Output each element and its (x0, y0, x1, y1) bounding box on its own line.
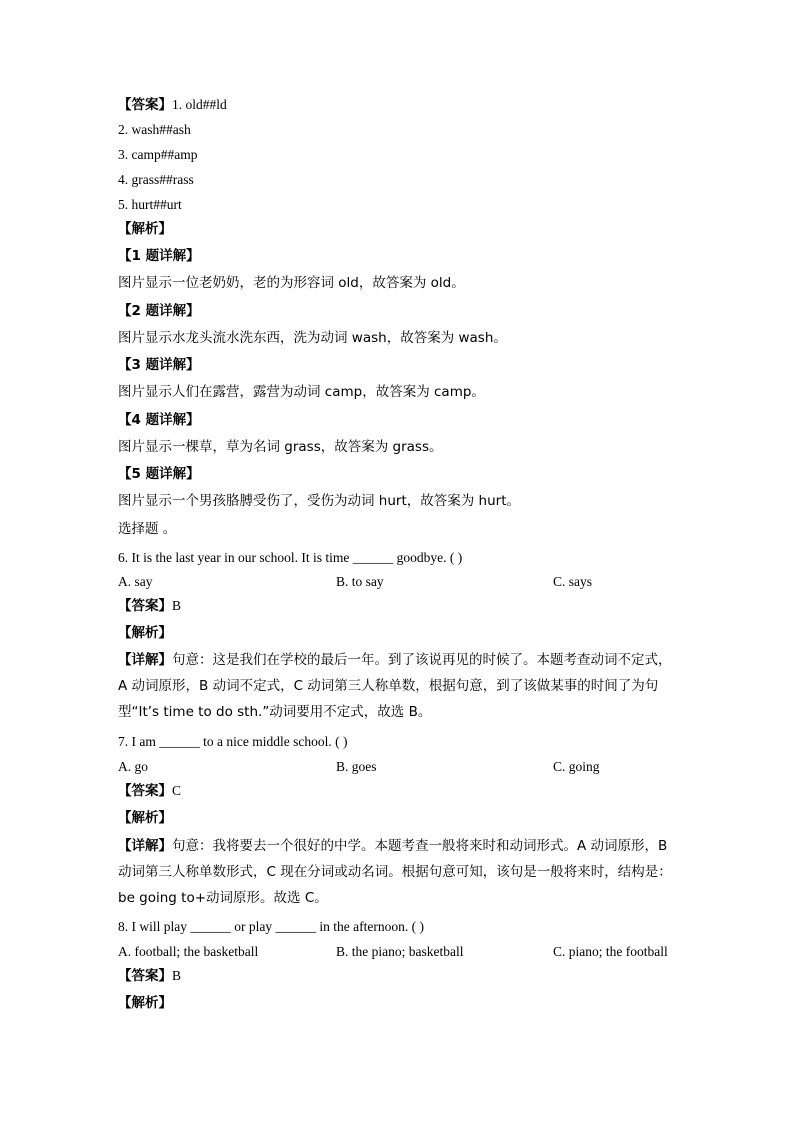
question-8-answer (118, 967, 181, 985)
detail-5-text: 图片显示一个男孩胳膊受伤了，受伤为动词 hurt，故答案为 hurt。 (118, 493, 520, 509)
question-8-analysis-tag: 【解析】 (118, 995, 172, 1011)
detail-tag: 【详解】 (118, 652, 172, 668)
answer-tag: 【答案】 (118, 968, 172, 984)
question-6-option-b: B. to say (336, 574, 384, 589)
answer-line-5: 5. hurt##urt (118, 197, 182, 212)
question-6-option-c: C. says (553, 574, 593, 589)
answer-line-1 (118, 96, 227, 114)
detail-2-text: 图片显示水龙头流水洗东西，洗为动词 wash，故答案为 wash。 (118, 330, 507, 346)
detail-4-text: 图片显示一棵草，草为名词 grass，故答案为 grass。 (118, 439, 443, 455)
question-6-analysis-tag: 【解析】 (118, 625, 172, 641)
answer-line-4: 4. grass##rass (118, 172, 194, 187)
answer-line-2: 2. wash##ash (118, 122, 191, 137)
detail-5-tag: 【5 题详解】 (118, 466, 200, 482)
question-7-option-b: B. goes (336, 759, 377, 774)
question-6-answer (118, 597, 181, 615)
question-8-stem: 8. I will play ______ or play ______ in the afternoon. ( ) (118, 919, 424, 934)
detail-tag: 【详解】 (118, 838, 172, 854)
detail-text: 句意：我将要去一个很好的中学。本题考查一般将来时和动词形式。A 动词原形，B 动词第三人称单数形式，C 现在分词或动名词。根据句意可知，该句是一般将来时，结构是：be going to+动词原形。故选 C。 (118, 838, 672, 906)
detail-3-tag: 【3 题详解】 (118, 357, 200, 373)
detail-2-tag: 【2 题详解】 (118, 303, 200, 319)
question-7-option-c: C. going (553, 759, 600, 774)
question-7-detail (118, 833, 678, 911)
answer-value: B (172, 598, 182, 613)
question-7-stem: 7. I am ______ to a nice middle school. ( ) (118, 734, 348, 749)
section-title: 选择题 。 (118, 521, 177, 537)
analysis-tag: 【解析】 (118, 221, 172, 237)
question-6-option-a: A. say (118, 574, 153, 589)
question-7-analysis-tag: 【解析】 (118, 810, 172, 826)
question-8-option-c: C. piano; the football (553, 944, 668, 959)
question-7-answer (118, 782, 181, 800)
question-7-option-a: A. go (118, 759, 148, 774)
detail-4-tag: 【4 题详解】 (118, 412, 200, 428)
detail-text: 句意：这是我们在学校的最后一年。到了该说再见的时候了。本题考查动词不定式，A 动词原形，B 动词不定式，C 动词第三人称单数，根据句意，到了该做某事的时间了为句型“It’s time to do sth.”动词要用不定式，故选 B。 (118, 652, 672, 720)
detail-1-tag: 【1 题详解】 (118, 248, 200, 264)
detail-3-text: 图片显示人们在露营，露营为动词 camp，故答案为 camp。 (118, 384, 485, 400)
answer-value: B (172, 968, 182, 983)
question-6-detail (118, 647, 678, 725)
answer-text: 1. old##ld (172, 97, 227, 112)
detail-1-text: 图片显示一位老奶奶，老的为形容词 old，故答案为 old。 (118, 275, 465, 291)
answer-tag: 【答案】 (118, 783, 172, 799)
answer-tag: 【答案】 (118, 598, 172, 614)
question-6-stem: 6. It is the last year in our school. It is time ______ goodbye. ( ) (118, 550, 463, 565)
answer-tag: 【答案】 (118, 97, 172, 113)
question-8-option-b: B. the piano; basketball (336, 944, 464, 959)
answer-line-3: 3. camp##amp (118, 147, 198, 162)
answer-value: C (172, 783, 182, 798)
question-8-option-a: A. football; the basketball (118, 944, 259, 959)
